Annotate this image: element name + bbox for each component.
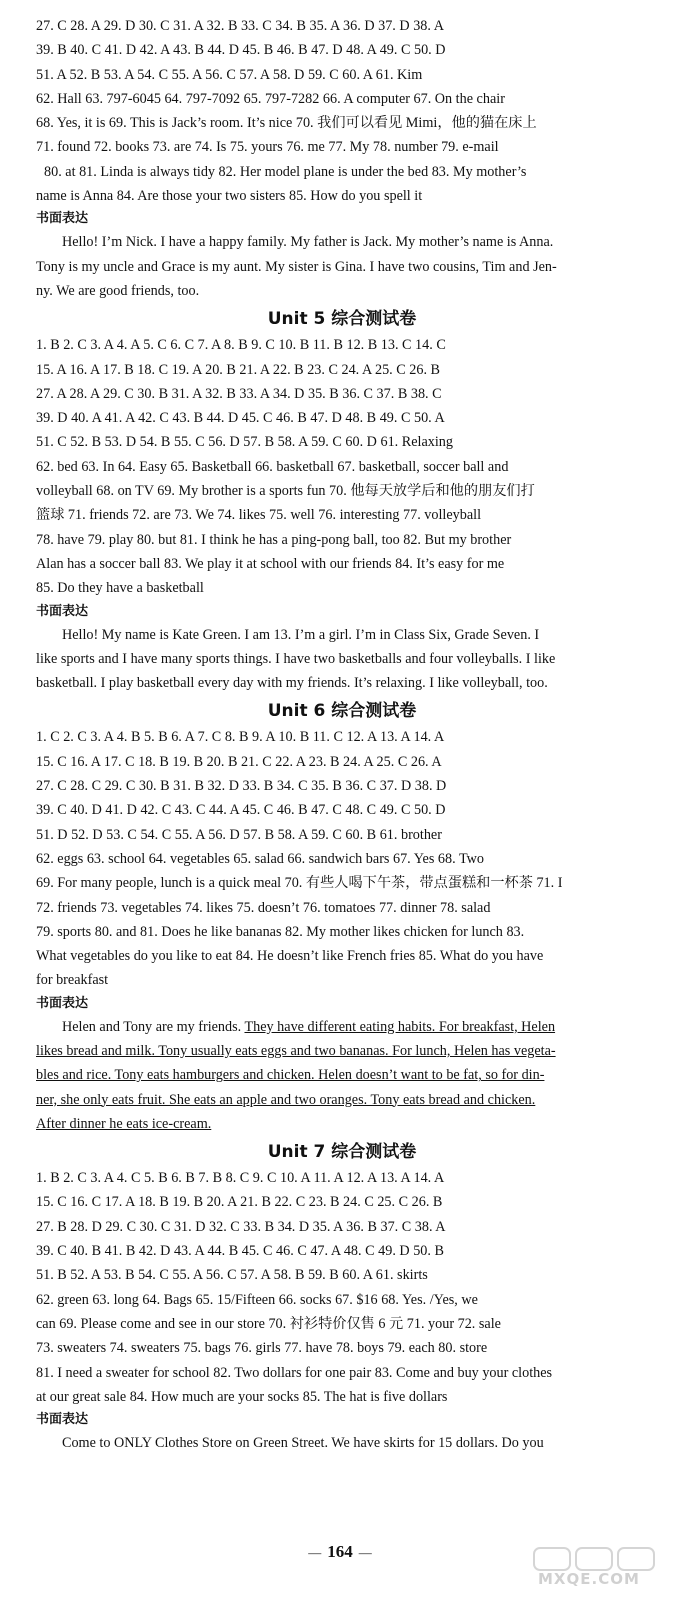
essay-line: basketball. I play basketball every day with my friends. It’s relaxing. I like volleyball, too.: [36, 675, 548, 692]
answer-line: 51. B 52. A 53. B 54. C 55. A 56. C 57. A 58. B 59. B 60. A 61. skirts: [36, 1267, 428, 1284]
answer-line: 27. A 28. A 29. C 30. B 31. A 32. B 33. A 34. D 35. B 36. C 37. B 38. C: [36, 385, 442, 402]
unit6-answers: [36, 725, 648, 992]
essay-line: ner, she only eats fruit. She eats an apple and two oranges. Tony eats bread and chicken.: [36, 1091, 536, 1108]
answer-line: 51. C 52. B 53. D 54. B 55. C 56. D 57. B 58. A 59. C 60. D 61. Relaxing: [36, 434, 453, 451]
answer-line: 80. at 81. Linda is always tidy 82. Her model plane is under the bed 83. My mother’s: [44, 163, 527, 180]
essay-line: After dinner he eats ice-cream.: [36, 1115, 212, 1132]
essay-lead: Helen and Tony are my friends.: [62, 1018, 245, 1035]
answer-line: 51. A 52. B 53. A 54. C 55. A 56. C 57. A 58. D 59. C 60. A 61. Kim: [36, 66, 423, 83]
answer-line: 39. B 40. C 41. D 42. A 43. B 44. D 45. B 46. B 47. D 48. A 49. C 50. D: [36, 42, 446, 59]
answer-line: 1. B 2. C 3. A 4. A 5. C 6. C 7. A 8. B 9. C 10. B 11. B 12. B 13. C 14. C: [36, 337, 446, 354]
essay-line: Hello! My name is Kate Green. I am 13. I’m a girl. I’m in Class Six, Grade Seven. I: [62, 626, 540, 643]
writing-label: 书面表达: [36, 603, 89, 619]
answer-line: 39. C 40. D 41. D 42. C 43. C 44. A 45. C 46. B 47. C 48. C 49. C 50. D: [36, 802, 446, 819]
page-number-dash: —: [308, 1545, 322, 1561]
answer-line: 73. sweaters 74. sweaters 75. bags 76. girls 77. have 78. boys 79. each 80. store: [36, 1340, 488, 1357]
answer-page: [36, 14, 648, 1455]
essay-line: bles and rice. Tony eats hamburgers and chicken. Helen doesn’t want to be fat, so for din-: [36, 1067, 545, 1084]
answer-line: 51. D 52. D 53. C 54. C 55. A 56. D 57. B 58. A 59. C 60. B 61. brother: [36, 826, 442, 843]
writing-essay: [36, 1431, 648, 1455]
answer-line: 62. green 63. long 64. Bags 65. 15/Fifteen 66. socks 67. $16 68. Yes. /Yes, we: [36, 1291, 478, 1308]
answer-line: 62. eggs 63. school 64. vegetables 65. salad 66. sandwich bars 67. Yes 68. Two: [36, 850, 484, 867]
essay-line: likes bread and milk. Tony usually eats eggs and two bananas. For lunch, Helen has vegeta-: [36, 1042, 556, 1059]
answer-line: can 69. Please come and see in our store 70. 衬衫特价仅售 6 元 71. your 72. sale: [36, 1315, 501, 1332]
answer-line: 68. Yes, it is 69. This is Jack’s room. It’s nice 70. 我们可以看见 Mimi，他的猫在床上: [36, 115, 537, 132]
writing-label: 书面表达: [36, 995, 89, 1011]
unit5-title: Unit 5 综合测试卷: [267, 309, 417, 330]
answer-line: 1. C 2. C 3. A 4. B 5. B 6. A 7. C 8. B 9. A 10. B 11. C 12. A 13. A 14. A: [36, 729, 445, 746]
unit4-answers: [36, 14, 648, 208]
writing-essay: [36, 1015, 648, 1136]
answer-line: 39. D 40. A 41. A 42. C 43. B 44. D 45. C 46. B 47. D 48. B 49. C 50. A: [36, 410, 445, 427]
answer-line: 62. bed 63. In 64. Easy 65. Basketball 66. basketball 67. basketball, soccer ball and: [36, 458, 509, 475]
answer-line: 81. I need a sweater for school 82. Two dollars for one pair 83. Come and buy your clothes: [36, 1364, 553, 1381]
watermark-logo: [532, 1546, 656, 1592]
answer-line: 27. C 28. C 29. C 30. B 31. B 32. D 33. B 34. C 35. B 36. C 37. D 38. D: [36, 778, 447, 795]
writing-label: 书面表达: [36, 1412, 89, 1428]
answer-line: 15. C 16. C 17. A 18. B 19. B 20. A 21. B 22. C 23. B 24. C 25. C 26. B: [36, 1194, 443, 1211]
answer-line: for breakfast: [36, 972, 109, 989]
answer-line: 39. C 40. B 41. B 42. D 43. A 44. B 45. C 46. C 47. A 48. C 49. D 50. B: [36, 1243, 444, 1260]
writing-label: 书面表达: [36, 211, 89, 227]
answer-line: 1. B 2. C 3. A 4. C 5. B 6. B 7. B 8. C 9. C 10. A 11. A 12. A 13. A 14. A: [36, 1170, 445, 1187]
unit7-answers: [36, 1166, 648, 1409]
answer-line: 79. sports 80. and 81. Does he like bananas 82. My mother likes chicken for lunch 83.: [36, 923, 525, 940]
writing-essay: [36, 623, 648, 696]
answer-line: 85. Do they have a basketball: [36, 580, 204, 597]
page-number-dash: —: [358, 1545, 372, 1561]
essay-line: ny. We are good friends, too.: [36, 282, 200, 299]
answer-line: Alan has a soccer ball 83. We play it at school with our friends 84. It’s easy for me: [36, 555, 505, 572]
writing-essay: [36, 230, 648, 303]
answer-line: 27. C 28. A 29. D 30. C 31. A 32. B 33. C 34. B 35. A 36. D 37. D 38. A: [36, 18, 444, 34]
answer-line: 篮球 71. friends 72. are 73. We 74. likes 75. well 76. interesting 77. volleyball: [36, 507, 482, 524]
answer-line: at our great sale 84. How much are your socks 85. The hat is five dollars: [36, 1388, 448, 1405]
essay-line: [36, 1015, 648, 1039]
essay-line: Tony is my uncle and Grace is my aunt. My sister is Gina. I have two cousins, Tim and Jen-: [36, 258, 557, 275]
answer-line: 15. A 16. A 17. B 18. C 19. A 20. B 21. A 22. B 23. C 24. A 25. C 26. B: [36, 361, 441, 378]
essay-line: like sports and I have many sports things. I have two basketballs and four volleyballs. I like: [36, 650, 556, 667]
answer-line: 15. C 16. A 17. C 18. B 19. B 20. B 21. C 22. A 23. B 24. A 25. C 26. A: [36, 753, 442, 770]
essay-line: Come to ONLY Clothes Store on Green Street. We have skirts for 15 dollars. Do you: [62, 1435, 544, 1452]
answer-line: name is Anna 84. Are those your two sisters 85. How do you spell it: [36, 188, 423, 205]
page-number-value: 164: [327, 1542, 353, 1561]
essay-line: Hello! I’m Nick. I have a happy family. My father is Jack. My mother’s name is Anna.: [62, 234, 554, 251]
watermark-text: MXQE.COM: [538, 1570, 640, 1588]
answer-line: volleyball 68. on TV 69. My brother is a sports fun 70. 他每天放学后和他的朋友们打: [36, 483, 535, 500]
answer-line: 69. For many people, lunch is a quick meal 70. 有些人喝下午茶，带点蛋糕和一杯茶 71. I: [36, 875, 563, 892]
answer-line: 71. found 72. books 73. are 74. Is 75. yours 76. me 77. My 78. number 79. e-mail: [36, 139, 499, 156]
unit5-answers: [36, 333, 648, 600]
underlined-text: They have different eating habits. For breakfast, Helen: [244, 1018, 556, 1035]
unit6-title: Unit 6 综合测试卷: [267, 701, 417, 722]
answer-line: What vegetables do you like to eat 84. He doesn’t like French fries 85. What do you have: [36, 948, 544, 965]
answer-line: 62. Hall 63. 797-6045 64. 797-7092 65. 797-7282 66. A computer 67. On the chair: [36, 90, 505, 107]
answer-line: 72. friends 73. vegetables 74. likes 75. doesn’t 76. tomatoes 77. dinner 78. salad: [36, 899, 491, 916]
answer-line: 27. B 28. D 29. C 30. C 31. D 32. C 33. B 34. D 35. A 36. B 37. C 38. A: [36, 1218, 446, 1235]
answer-line: 78. have 79. play 80. but 81. I think he has a ping-pong ball, too 82. But my brother: [36, 531, 512, 548]
unit7-title: Unit 7 综合测试卷: [267, 1142, 417, 1163]
